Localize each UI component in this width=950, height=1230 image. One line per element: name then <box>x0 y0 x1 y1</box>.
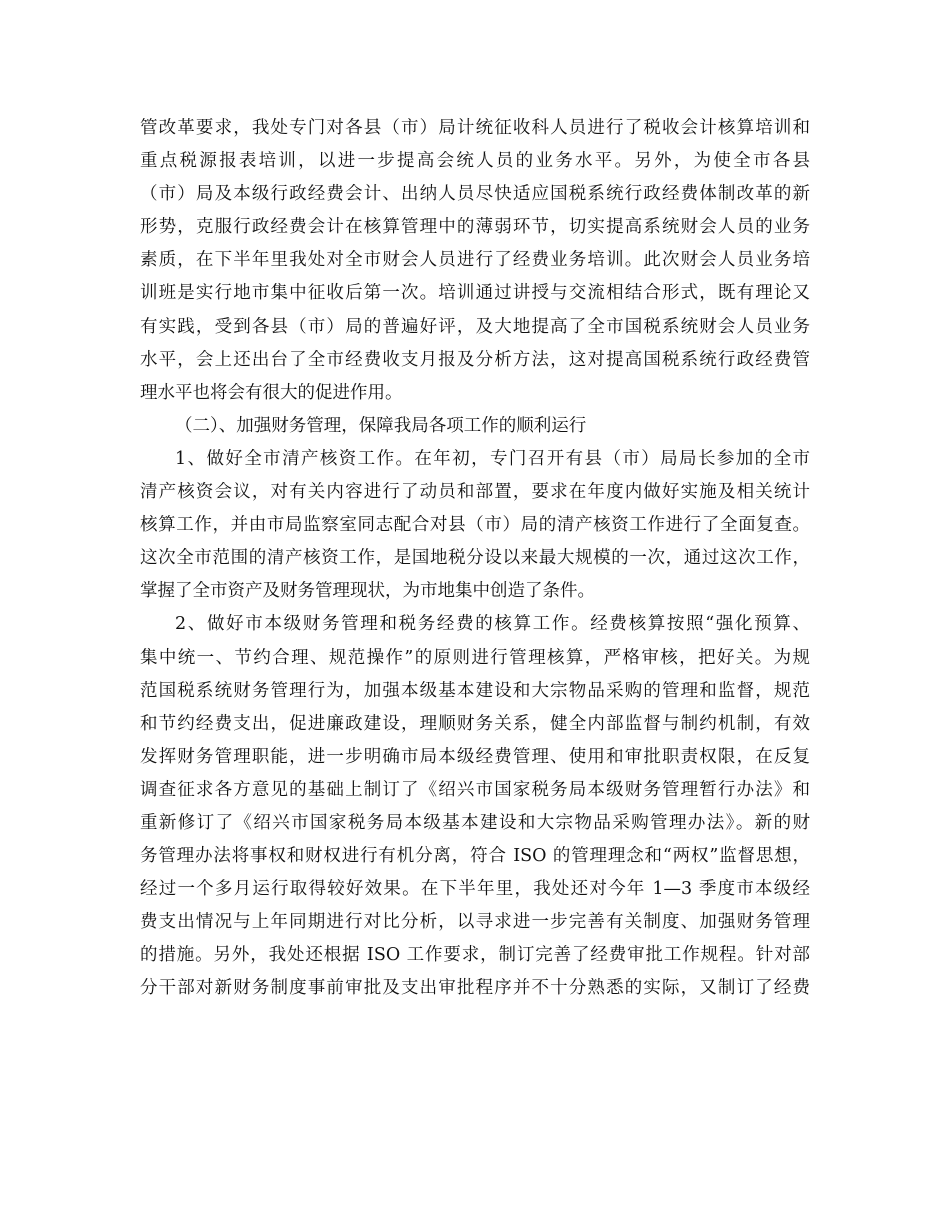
text-line: 这次全市范围的清产核资工作，是国地税分设以来最大规模的一次，通过这次工作， <box>140 548 810 569</box>
text-line: 重新修订了《绍兴市国家税务局本级基本建设和大宗物品采购管理办法》。新的财 <box>140 812 810 833</box>
paragraph-training <box>140 112 810 410</box>
text-line: 的措施。另外，我处还根据 ISO 工作要求，制订完善了经费审批工作规程。针对部 <box>140 945 810 966</box>
document-body <box>140 112 810 1006</box>
text-line: 调查征求各方意见的基础上制订了《绍兴市国家税务局本级财务管理暂行办法》和 <box>140 779 810 800</box>
text-line: （市）局及本级行政经费会计、出纳人员尽快适应国税系统行政经费体制改革的新 <box>140 184 810 205</box>
text-line: 发挥财务管理职能，进一步明确市局本级经费管理、使用和审批职责权限，在反复 <box>140 746 810 767</box>
text-line: 素质，在下半年里我处对全市财会人员进行了经费业务培训。此次财会人员业务培 <box>140 250 810 271</box>
text-line: 理水平也将会有很大的促进作用。 <box>140 382 403 403</box>
text-line: 水平，会上还出台了全市经费收支月报及分析方法，这对提高国税系统行政经费管 <box>140 349 810 370</box>
text-line: 2、做好市本级财务管理和税务经费的核算工作。经费核算按照“强化预算、 <box>175 614 810 635</box>
text-line: 重点税源报表培训，以进一步提高会统人员的业务水平。另外，为使全市各县 <box>140 151 810 172</box>
text-line: 1、做好全市清产核资工作。在年初，专门召开有县（市）局局长参加的全市 <box>175 448 810 469</box>
text-line: 务管理办法将事权和财权进行有机分离，符合 ISO 的管理理念和“两权”监督思想， <box>140 846 810 867</box>
text-line: 清产核资会议，对有关内容进行了动员和部置，要求在年度内做好实施及相关统计 <box>140 482 810 503</box>
text-line: 管改革要求，我处专门对各县（市）局计统征收科人员进行了税收会计核算培训和 <box>140 118 810 138</box>
text-line: 核算工作，并由市局监察室同志配合对县（市）局的清产核资工作进行了全面复查。 <box>140 515 810 536</box>
text-line: 训班是实行地市集中征收后第一次。培训通过讲授与交流相结合形式，既有理论又 <box>140 283 810 304</box>
text-line: 集中统一、节约合理、规范操作”的原则进行管理核算，严格审核，把好关。为规 <box>140 647 810 668</box>
paragraph-accounting <box>140 608 810 1005</box>
text-line: 经过一个多月运行取得较好效果。在下半年里，我处还对今年 1—3 季度市本级经 <box>140 879 810 900</box>
section-heading-finance <box>140 410 810 443</box>
text-line: 费支出情况与上年同期进行对比分析，以寻求进一步完善有关制度、加强财务管理 <box>140 912 810 933</box>
text-line: 有实践，受到各县（市）局的普遍好评，及大地提高了全市国税系统财会人员业务 <box>140 316 810 337</box>
text-line: 形势，克服行政经费会计在核算管理中的薄弱环节，切实提高系统财会人员的业务 <box>140 217 810 238</box>
section-heading-text: （二）、加强财务管理，保障我局各项工作的顺利运行 <box>175 415 587 436</box>
paragraph-asset-check <box>140 443 810 608</box>
text-line: 分干部对新财务制度事前审批及支出审批程序并不十分熟悉的实际，又制订了经费 <box>140 978 810 999</box>
text-line: 范国税系统财务管理行为，加强本级基本建设和大宗物品采购的管理和监督，规范 <box>140 680 810 701</box>
text-line: 掌握了全市资产及财务管理现状，为市地集中创造了条件。 <box>140 581 595 602</box>
text-line: 和节约经费支出，促进廉政建设，理顺财务关系，健全内部监督与制约机制，有效 <box>140 713 810 734</box>
